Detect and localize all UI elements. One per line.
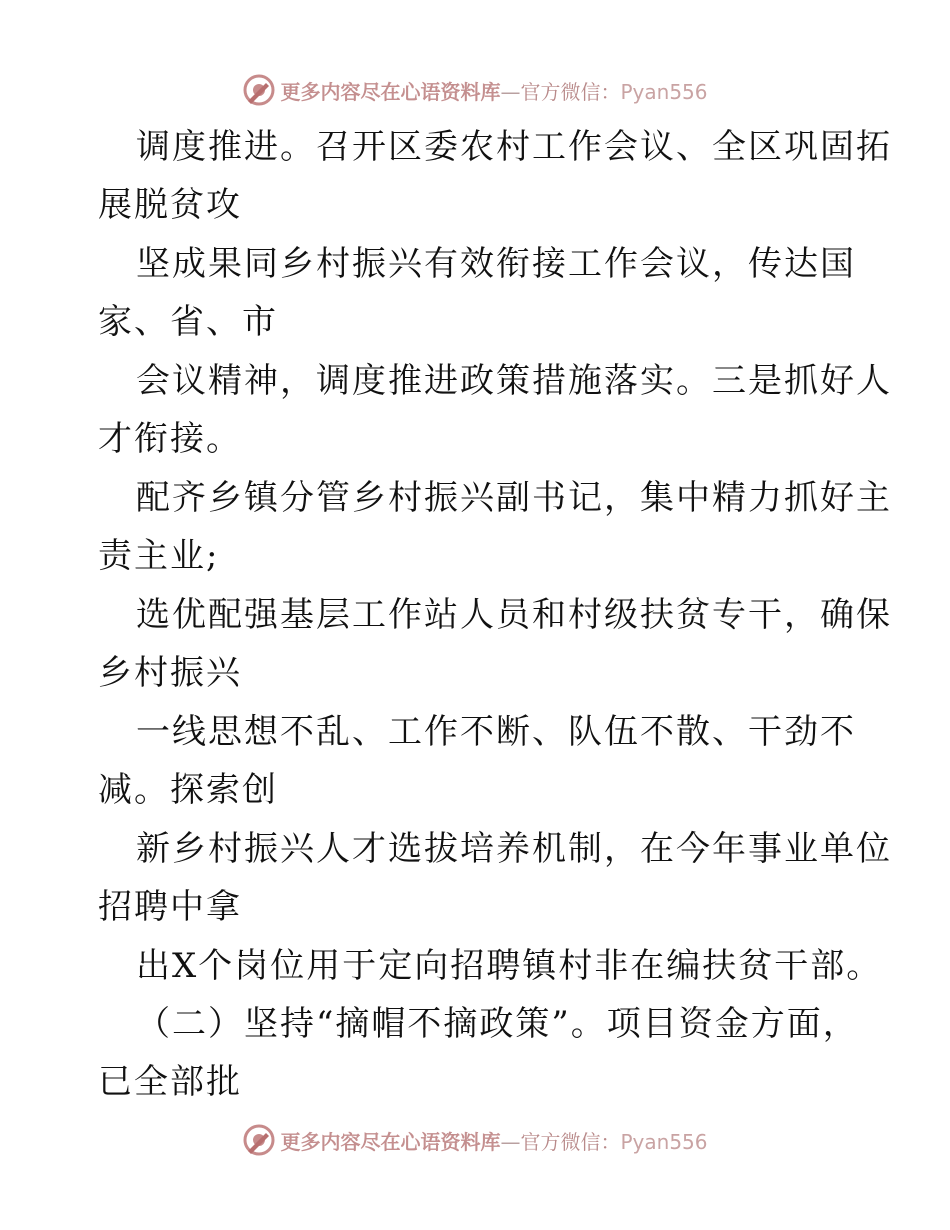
body-line: 配齐乡镇分管乡村振兴副书记，集中精力抓好主 bbox=[136, 478, 892, 518]
body-line: 调度推进。召开区委农村工作会议、全区巩固拓 bbox=[136, 127, 892, 167]
body-line: （二）坚持“摘帽不摘政策”。项目资金方面， bbox=[136, 1004, 859, 1044]
body-line: 已全部批 bbox=[98, 1062, 242, 1102]
watermark-text-cn: 更多内容尽在心语资料库 bbox=[280, 79, 501, 104]
footer-watermark bbox=[0, 1120, 950, 1160]
watermark-id: Pyan556 bbox=[620, 79, 708, 104]
body-line: 才衔接。 bbox=[98, 419, 242, 459]
watermark-id: Pyan556 bbox=[620, 1129, 708, 1154]
watermark-label: 官方微信： bbox=[520, 79, 621, 104]
body-line: 一线思想不乱、工作不断、队伍不散、干劲不 bbox=[136, 712, 856, 752]
watermark-separator: — bbox=[500, 79, 521, 104]
body-line: 新乡村振兴人才选拔培养机制，在今年事业单位 bbox=[136, 829, 892, 869]
watermark-text-cn: 更多内容尽在心语资料库 bbox=[280, 1129, 501, 1154]
watermark-label: 官方微信： bbox=[520, 1129, 621, 1154]
body-line: 会议精神，调度推进政策措施落实。三是抓好人 bbox=[136, 361, 892, 401]
body-line: 乡村振兴 bbox=[98, 653, 242, 693]
watermark-separator: — bbox=[500, 1129, 521, 1154]
body-line: 家、省、市 bbox=[98, 302, 278, 342]
body-line: 坚成果同乡村振兴有效衔接工作会议，传达国 bbox=[136, 244, 856, 284]
body-line: 出X个岗位用于定向招聘镇村非在编扶贫干部。 bbox=[136, 946, 883, 986]
body-line: 展脱贫攻 bbox=[98, 185, 242, 225]
pen-logo-icon bbox=[242, 1123, 276, 1157]
body-line: 招聘中拿 bbox=[98, 887, 242, 927]
body-line: 选优配强基层工作站人员和村级扶贫专干，确保 bbox=[136, 595, 892, 635]
body-line: 减。探索创 bbox=[98, 770, 278, 810]
body-line: 责主业; bbox=[98, 536, 220, 576]
